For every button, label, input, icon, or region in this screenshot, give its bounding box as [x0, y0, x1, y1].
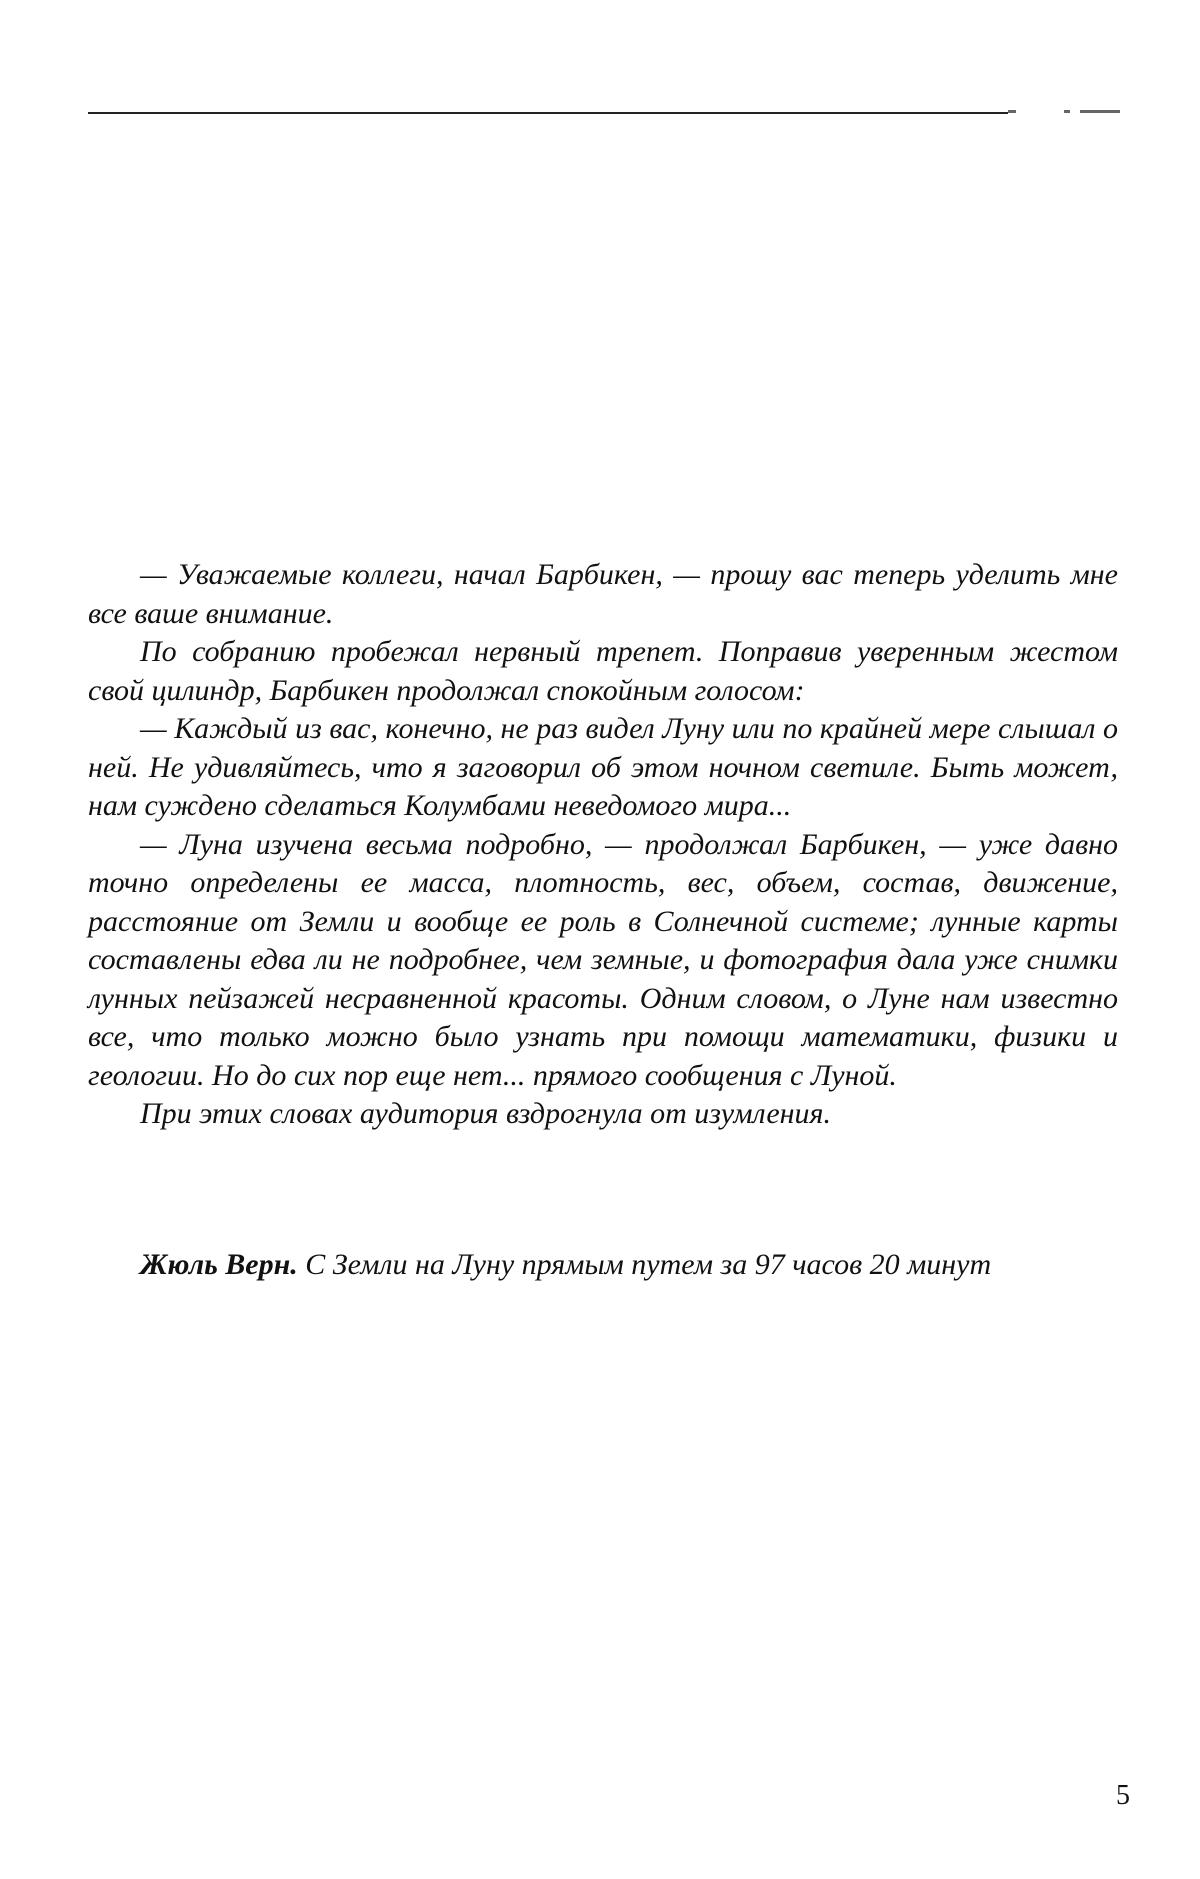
epigraph-paragraph: — Каждый из вас, конечно, не раз видел Луну или по крайней мере слышал о ней. Не удивляйтесь, что я заговорил об этом ночном светиле. Быть может, нам суждено сделаться Колумбами неведомого мира...	[88, 712, 1118, 822]
attribution-work-title: С Земли на Луну прямым путем за 97 часов 20 минут	[305, 1248, 992, 1281]
epigraph	[88, 556, 1118, 1134]
epigraph-paragraph: По собранию пробежал нервный трепет. Поправив уверенным жестом свой цилиндр, Барбикен продолжал спокойным голосом:	[88, 635, 1118, 707]
epigraph-attribution	[88, 1246, 1118, 1284]
epigraph-paragraph: — Луна изучена весьма подробно, — продолжал Барбикен, — уже давно точно определены ее масса, плотность, вес, объем, состав, движение, расстояние от Земли и вообще ее роль в Солнечной системе; лунные карты составлены едва ли не подробнее, чем земные, и фотография дала уже снимки лунных пейзажей несравненной красоты. Одним словом, о Луне нам известно все, что только можно было узнать при помощи математики, физики и геологии. Но до сих пор еще нет... прямого сообщения с Луной.	[88, 827, 1118, 1092]
header-decoration	[1008, 100, 1128, 120]
header-rule	[88, 112, 1008, 114]
epigraph-paragraph: — Уважаемые коллеги, начал Барбикен, — прошу вас теперь уделить мне все ваше внимание.	[88, 558, 1118, 630]
attribution-author: Жюль Верн.	[140, 1248, 298, 1281]
page-number: 5	[1116, 1780, 1130, 1811]
epigraph-paragraph: При этих словах аудитория вздрогнула от изумления.	[140, 1097, 831, 1130]
